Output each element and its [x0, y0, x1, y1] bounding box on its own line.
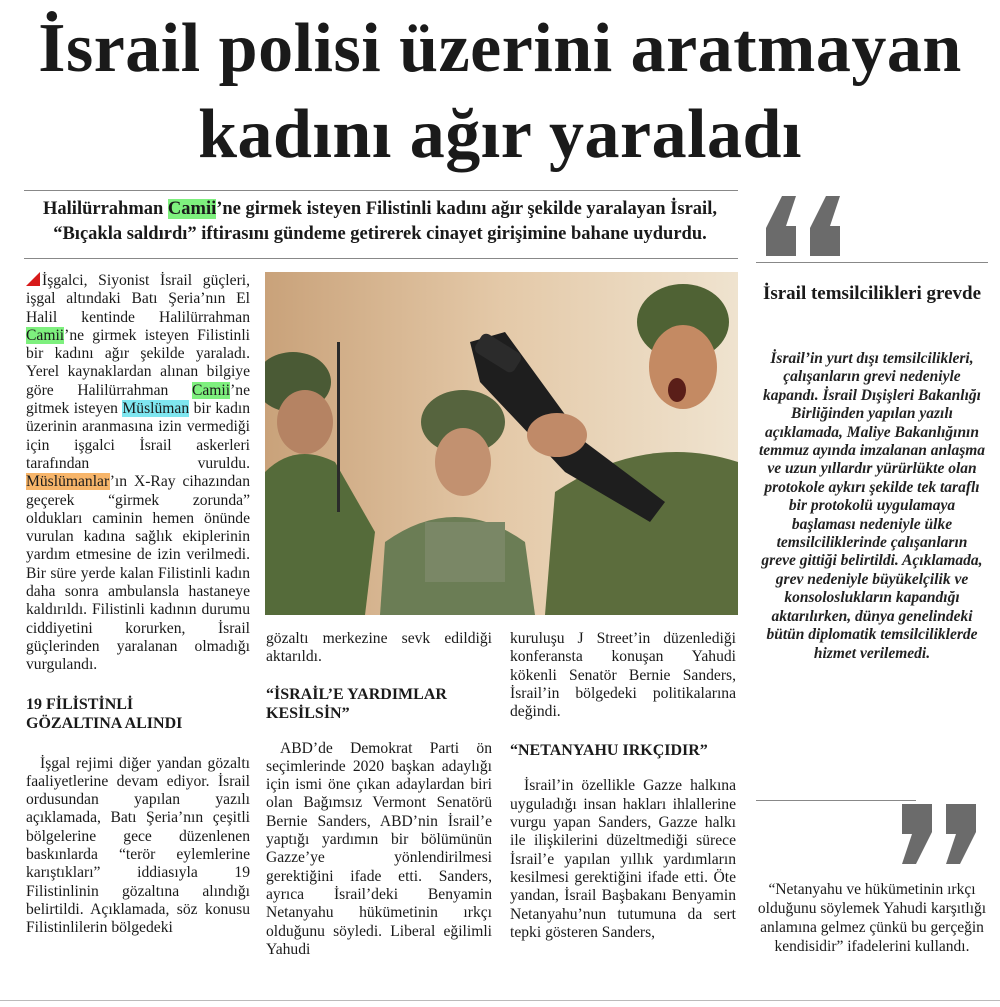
headline — [0, 6, 1000, 178]
headline-line-2: kadını ağır yaraladı — [198, 96, 802, 173]
subhead-yardimlar: “İSRAİL’E YARDIMLAR KESİLSİN” — [266, 685, 447, 722]
pull-quote: “Netanyahu ve hükümetinin ırkçı olduğunu söylemek Yahudi karşıtlığı anlamına gelmez çünkü bu gerçeğin kendisidir” ifadelerini kullandı. — [757, 881, 987, 955]
sidebar-rule-bottom — [756, 800, 916, 801]
headline-line-1: İsrail polisi üzerini aratmayan — [38, 10, 962, 87]
sidebar-body: İsrail’in yurt dışı temsilcilikleri, çalışanların grevi nedeniyle kapandı. İsrail Dışişleri Bakanlığı Birliğinden yapılan yazılı açıklamada, Maliye Bakanlığının temmuz ayında imzalanan anlaşma ve uzun yıllardır yürürlükte olan protokole aykırı şekilde tek taraflı bir protokolü uygulamaya başlaması nedeniyle ülke temsilciliklerinde çalışanların greve gittiği belirtildi. Açıklamada, grev nedeniyle büyükelçilik ve konsoloslukların kapandığı aktarılırken, dünya genelindeki bütün diplomatik temsilciliklerde hizmet verilemedi. — [758, 350, 986, 662]
soldiers-photo — [265, 272, 738, 615]
sidebar-rule-top — [756, 262, 988, 263]
triangle-marker-icon — [26, 272, 40, 286]
spot-line-2: “Bıçakla saldırdı” iftirasını gündeme getirerek cinayet girişimine bahane uydurdu. — [53, 224, 707, 244]
paragraph-sanders: ABD’de Demokrat Parti ön seçimlerinde 2020 başkan adaylığı için ismi öne çıkan adaylardan biri olan Bağımsız Vermont Senatörü Bernie Sanders, ABD’nin İsrail’e yaptığı yardımın bir bölümünün Gazze’ye yönlendirilmesi gerektiğini ifade etti. Sanders, ayrıca İsrail’deki Benyamin Netanyahu hükümetinin ırkçı olduğunu söyledi. Liberal eğilimli Yahudi — [266, 739, 492, 958]
paragraph-gozalti: İşgal rejimi diğer yandan gözaltı faaliyetlerine devam ediyor. İsrail ordusundan yapılan yazılı açıklamada, Batı Şeria’nın çeşitli bölgelerine gece düzenlenen baskınlarda “terör eylemlerine karıştıkları” iddiasıyla 19 Filistinlinin gözaltına alındığı belirtildi. Açıklamada, söz konusu Filistinlilerin bölgedeki — [26, 754, 250, 937]
bottom-rule — [0, 1000, 1000, 1001]
article-column-3 — [510, 630, 736, 942]
spot-rule — [24, 258, 738, 259]
subhead-netanyahu: “NETANYAHU IRKÇIDIR” — [510, 742, 708, 760]
top-rule — [24, 190, 738, 191]
sidebar-title: İsrail temsilcilikleri grevde — [762, 283, 982, 304]
open-quote-icon — [760, 190, 850, 265]
article-column-2 — [266, 630, 492, 959]
close-quote-icon — [896, 800, 986, 875]
paragraph-gazze: İsrail’in özellikle Gazze halkına uyguladığı insan hakları ihlallerine vurgu yapan Sanders, Gazze halkı ile ilişkilerini düzeltmediği sürece İsrail’e yapılan yıllık yardımların kesilmesi gerektiğini ifade etti. Öte yandan, İsrail Başbakanı Benyamin Netanyahu’nun tutumuna da sert tepki gösteren Sanders, — [510, 777, 736, 941]
article-lead: İşgalci, Siyonist İsrail güçleri, işgal altındaki Batı Şeria’nın El Halil kentinde Halilürrahman Camii’ne girmek isteyen Filistinli bir kadını ağır şekilde yaraladı. Yerel kaynaklardan alınan bilgiye göre Halilürrahman Camii’ne gitmek isteyen Müslüman bir kadın üzerinin aranmasına izin vermediği için işgalci İsrail askerleri tarafından vuruldu. Müslümanlar’ın X-Ray cihazından geçerek “girmek zorunda” oldukları caminin hemen önünde vurulan kadına sağlık ekiplerinin yardım etmesine de izin verilmedi. Bir süre yerde kalan Filistinli kadın daha sonra ambulansla hastaneye kaldırıldı. Filistinli kadının durumu ciddiyetini korurken, İsrail güçlerinden yaralanan olmadığı vurgulandı. — [26, 272, 251, 674]
subhead-gozaltina: 19 FİLİSTİNLİ GÖZALTINA ALINDI — [26, 695, 183, 732]
article-column-1 — [26, 272, 250, 938]
spot-summary — [24, 197, 736, 247]
spot-line-1: Halilürrahman Camii’ne girmek isteyen Filistinli kadını ağır şekilde yaralayan İsrail, — [43, 199, 717, 219]
paragraph-aktarildi: gözaltı merkezine sevk edildiği aktarıldı. — [266, 630, 492, 666]
paragraph-jstreet: kuruluşu J Street’in düzenlediği konferansta konuşan Yahudi kökenli Senatör Bernie Sanders, İsrail’in bölgedeki politikalarına değindi. — [510, 630, 736, 721]
